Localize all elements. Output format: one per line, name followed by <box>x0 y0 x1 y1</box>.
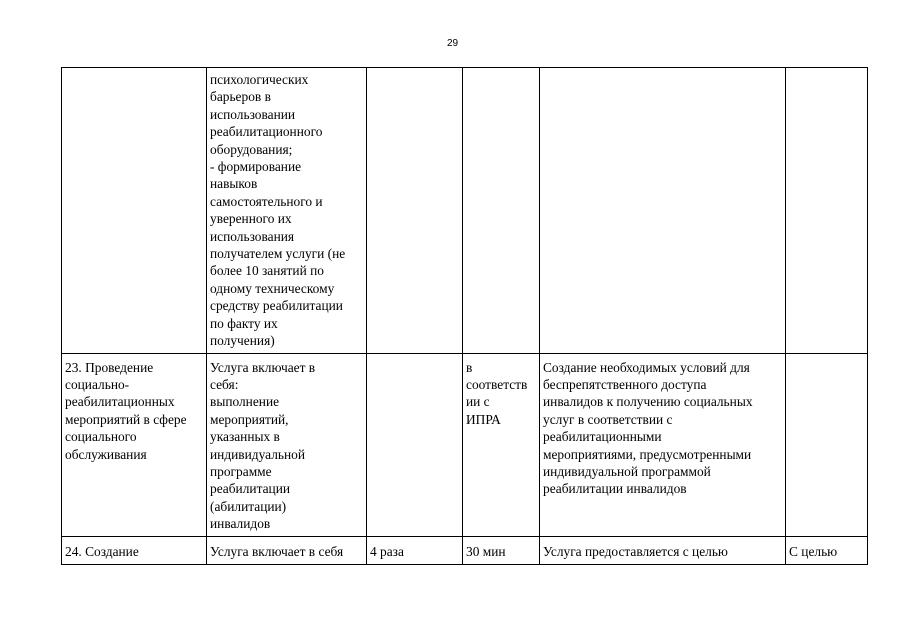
service-duration-cell: 30 мин <box>463 536 540 564</box>
service-name-cell: 23. Проведение социально- реабилитационных мероприятий в сфере социального обслуживания <box>62 353 207 536</box>
service-content-cell: Услуга включает в себя: выполнение мероприятий, указанных в индивидуальной программе реабилитации (абилитации) инвалидов <box>207 353 367 536</box>
service-name-cell: 24. Создание <box>62 536 207 564</box>
service-extra-cell: С целью <box>786 536 868 564</box>
service-extra-cell <box>786 68 868 354</box>
service-content-cell: Услуга включает в себя <box>207 536 367 564</box>
service-duration-cell <box>463 68 540 354</box>
table-row <box>62 353 868 536</box>
service-content-cell: психологических барьеров в использовании реабилитационного оборудования; - формирование навыков самостоятельного и уверенного их использования получателем услуги (не более 10 занятий по одному техническому средству реабилитации по факту их получения) <box>207 68 367 354</box>
service-frequency-cell <box>367 353 463 536</box>
service-goal-cell <box>540 68 786 354</box>
services-table <box>61 67 868 565</box>
service-frequency-cell: 4 раза <box>367 536 463 564</box>
service-goal-cell: Услуга предоставляется с целью <box>540 536 786 564</box>
table-row <box>62 536 868 564</box>
table-row <box>62 68 868 354</box>
service-duration-cell: в соответств ии с ИПРА <box>463 353 540 536</box>
service-frequency-cell <box>367 68 463 354</box>
page-number: 29 <box>446 38 459 49</box>
service-name-cell <box>62 68 207 354</box>
service-extra-cell <box>786 353 868 536</box>
service-goal-cell: Создание необходимых условий для беспрепятственного доступа инвалидов к получению социальных услуг в соответствии с реабилитационными мероприятиями, предусмотренными индивидуальной программой реабилитации инвалидов <box>540 353 786 536</box>
